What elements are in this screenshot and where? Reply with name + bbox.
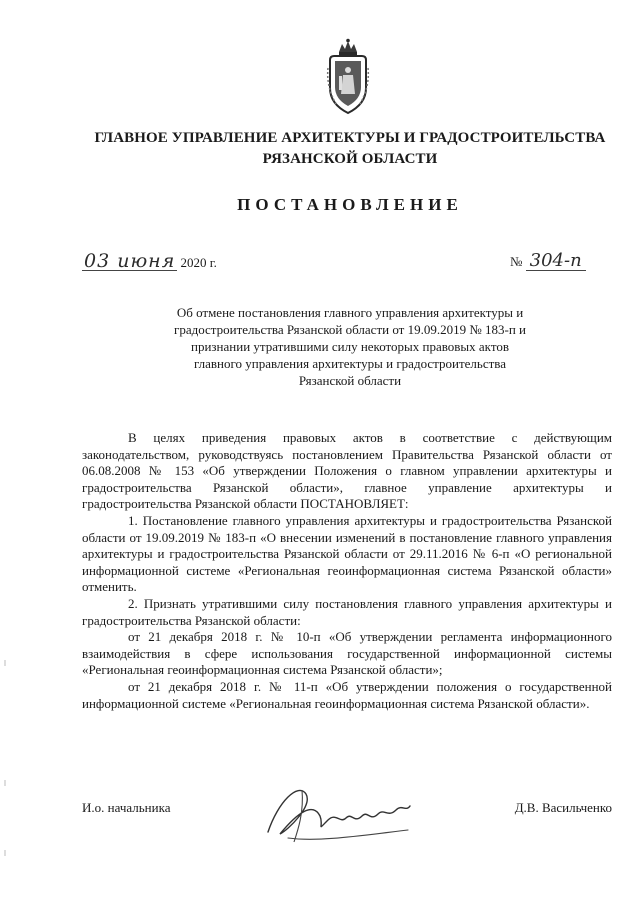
organization-name-line-1: ГЛАВНОЕ УПРАВЛЕНИЕ АРХИТЕКТУРЫ И ГРАДОСТРОИТЕЛЬСТВА: [94, 130, 606, 146]
margin-marks: [3, 660, 7, 860]
subject-line: Рязанской области: [298, 373, 402, 388]
organization-name: [60, 128, 640, 170]
organization-name-line-2: РЯЗАНСКОЙ ОБЛАСТИ: [262, 151, 438, 167]
handwritten-number: 304-п: [526, 252, 586, 271]
signatory-position: И.о. начальника: [82, 800, 171, 815]
handwritten-date: 03 июня: [84, 250, 176, 272]
document-subject: [130, 304, 570, 389]
coat-of-arms-icon: [326, 38, 370, 116]
body-paragraph-subitem-2: от 21 декабря 2018 г. № 11-п «Об утверждении положения о государственной информационной системе «Региональная геоинформационная система Рязанской области».: [82, 678, 612, 711]
body-paragraph-item-1: 1. Постановление главного управления архитектуры и градостроительства Рязанской области от 19.09.2019 № 183-п «О внесении изменений в постановление главного управления архитектуры и градостроительства Рязанской области от 29.11.2016 № 6-п «О региональной информационной системе «Региональная геоинформационная система Рязанской области» отменить.: [82, 512, 612, 595]
body-paragraph-subitem-1: от 21 декабря 2018 г. № 10-п «Об утверждении регламента информационного взаимодействия в сфере использования государственной информационной системы «Региональная геоинформационная система Рязанской области»;: [82, 629, 612, 678]
document-body: [82, 430, 612, 712]
signatory-name: Д.В. Васильченко: [514, 800, 612, 815]
number-sign: №: [510, 254, 523, 269]
body-paragraph-item-2: 2. Признать утратившими силу постановления главного управления архитектуры и градостроительства Рязанской области:: [82, 595, 612, 628]
document-number: [510, 252, 586, 271]
subject-line: главного управления архитектуры и градостроительства: [193, 356, 507, 371]
subject-line: признании утратившими силу некоторых правовых актов: [191, 339, 509, 354]
body-paragraph-preamble: В целях приведения правовых актов в соответствие с действующим законодательством, руководствуясь постановлением Правительства Рязанской области от 06.08.2008 № 153 «Об утверждении Положения о главном управлении архитектуры и градостроительства Рязанской области», главное управление архитектуры и градостроительства Рязанской области ПОСТАНОВЛЯЕТ:: [82, 430, 612, 512]
document-type-title: ПОСТАНОВЛЕНИЕ: [237, 195, 463, 214]
subject-line: Об отмене постановления главного управления архитектуры и: [176, 305, 524, 320]
document-year: 2020 г.: [180, 255, 217, 270]
document-date: [82, 252, 217, 271]
subject-line: градостроительства Рязанской области от 19.09.2019 № 183-п и: [174, 322, 526, 337]
handwritten-signature: [258, 772, 418, 850]
